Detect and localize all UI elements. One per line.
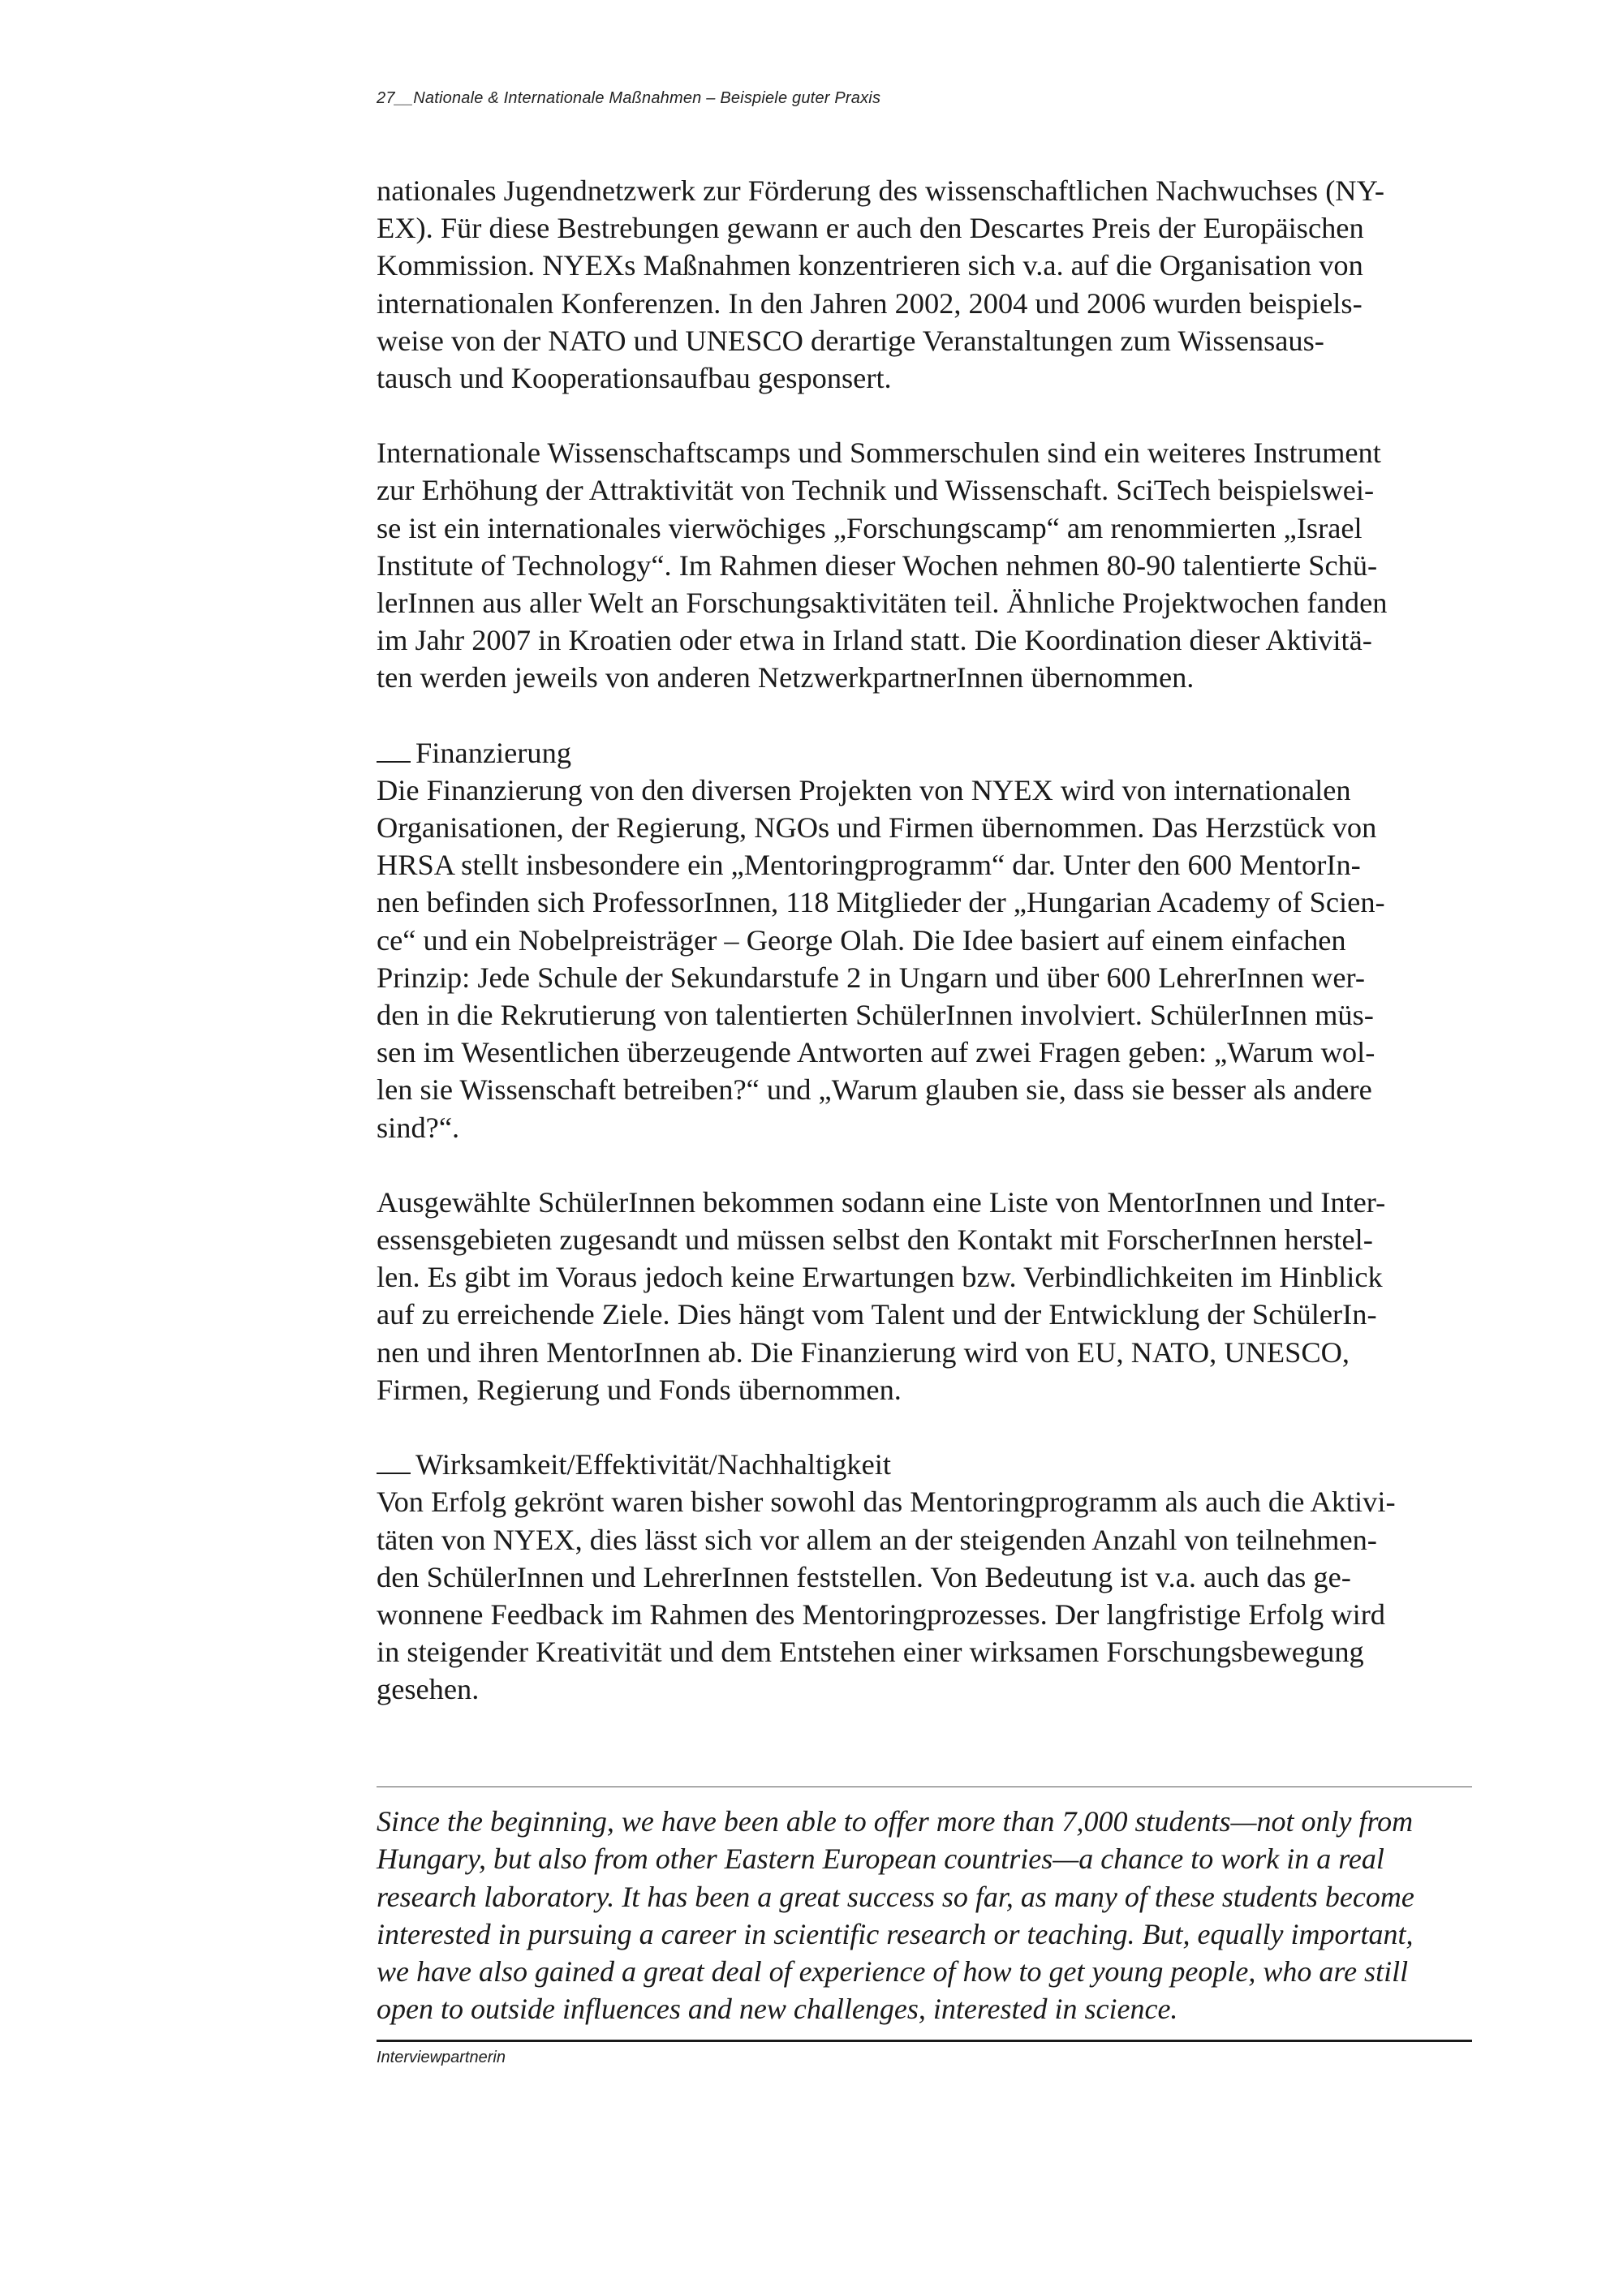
text-line: Prinzip: Jede Schule der Sekundarstufe 2 in Ungarn und über 600 LehrerInnen wer- xyxy=(377,961,1365,994)
text-line: internationalen Konferenzen. In den Jahren 2002, 2004 und 2006 wurden beispiels- xyxy=(377,286,1363,320)
section-heading-text: Finanzierung xyxy=(415,736,572,769)
quote-line: we have also gained a great deal of experience of how to get young people, who are still xyxy=(377,1955,1409,1989)
interview-quote xyxy=(377,1803,1472,2028)
text-line: sind?“. xyxy=(377,1111,460,1144)
paragraph-science-camps xyxy=(377,434,1472,696)
paragraph-nyex-network xyxy=(377,172,1472,397)
section-heading-financing xyxy=(377,734,1472,772)
text-line: den in die Rekrutierung von talentierten SchülerInnen involviert. SchülerInnen müs- xyxy=(377,999,1374,1032)
text-line: nen und ihren MentorInnen ab. Die Finanzierung wird von EU, NATO, UNESCO, xyxy=(377,1335,1350,1369)
text-line: gesehen. xyxy=(377,1673,480,1706)
quote-line: research laboratory. It has been a great success so far, as many of these students become xyxy=(377,1880,1414,1913)
quote-line: Since the beginning, we have been able to offer more than 7,000 students—not only from xyxy=(377,1805,1414,1838)
text-line: lerInnen aus aller Welt an Forschungsaktivitäten teil. Ähnliche Projektwochen fanden xyxy=(377,587,1388,620)
text-line: weise von der NATO und UNESCO derartige Veranstaltungen zum Wissensaus- xyxy=(377,324,1324,357)
text-line: nationales Jugendnetzwerk zur Förderung des wissenschaftlichen Nachwuchses (NY- xyxy=(377,174,1384,207)
main-text xyxy=(377,172,1472,1709)
quote-attribution: Interviewpartnerin xyxy=(377,2048,506,2066)
text-line: Ausgewählte SchülerInnen bekommen sodann eine Liste von MentorInnen und Inter- xyxy=(377,1185,1386,1219)
text-line: ten werden jeweils von anderen NetzwerkpartnerInnen übernommen. xyxy=(377,661,1195,694)
quote-line: open to outside influences and new challenges, interested in science. xyxy=(377,1993,1178,2026)
text-line: nen befinden sich ProfessorInnen, 118 Mitglieder der „Hungarian Academy of Scien- xyxy=(377,886,1385,919)
text-line: essensgebieten zugesandt und müssen selbst den Kontakt mit ForscherInnen herstel- xyxy=(377,1223,1373,1257)
text-line: EX). Für diese Bestrebungen gewann er auch den Descartes Preis der Europäischen xyxy=(377,212,1364,245)
quote-bottom-rule xyxy=(377,2040,1472,2042)
text-line: Institute of Technology“. Im Rahmen dieser Wochen nehmen 80-90 talentierte Schü- xyxy=(377,548,1378,582)
text-line: wonnene Feedback im Rahmen des Mentoringprozesses. Der langfristige Erfolg wird xyxy=(377,1597,1386,1631)
running-header: 27__Nationale & Internationale Maßnahmen – Beispiele guter Praxis xyxy=(377,89,881,107)
paragraph-financing xyxy=(377,772,1472,1146)
text-line: sen im Wesentlichen überzeugende Antworten auf zwei Fragen geben: „Warum wol- xyxy=(377,1036,1375,1069)
text-line: len sie Wissenschaft betreiben?“ und „Warum glauben sie, dass sie besser als andere xyxy=(377,1073,1372,1107)
text-line: im Jahr 2007 in Kroatien oder etwa in Irland statt. Die Koordination dieser Aktivitä- xyxy=(377,624,1372,657)
heading-rule-mark xyxy=(377,761,411,763)
text-line: Internationale Wissenschaftscamps und Sommerschulen sind ein weiteres Instrument xyxy=(377,436,1381,470)
text-line: tausch und Kooperationsaufbau gesponsert. xyxy=(377,362,892,395)
section-heading-text: Wirksamkeit/Effektivität/Nachhaltigkeit xyxy=(415,1448,891,1481)
text-line: len. Es gibt im Voraus jedoch keine Erwartungen bzw. Verbindlichkeiten im Hinblick xyxy=(377,1261,1383,1294)
heading-rule-mark xyxy=(377,1473,411,1474)
text-line: HRSA stellt insbesondere ein „Mentoringprogramm“ dar. Unter den 600 MentorIn- xyxy=(377,849,1361,882)
quote-line: Hungary, but also from other Eastern European countries—a chance to work in a real xyxy=(377,1842,1384,1876)
text-line: den SchülerInnen und LehrerInnen feststellen. Von Bedeutung ist v.a. auch das ge- xyxy=(377,1560,1351,1593)
text-line: Organisationen, der Regierung, NGOs und Firmen übernommen. Das Herzstück von xyxy=(377,811,1377,845)
text-line: ce“ und ein Nobelpreisträger – George Olah. Die Idee basiert auf einem einfachen xyxy=(377,923,1346,957)
quote-line: interested in pursuing a career in scientific research or teaching. But, equally important, xyxy=(377,1917,1414,1950)
interview-quote-box xyxy=(377,1786,1472,2067)
section-heading-effectiveness xyxy=(377,1446,1472,1483)
text-line: täten von NYEX, dies lässt sich vor allem an der steigenden Anzahl von teilnehmen- xyxy=(377,1523,1377,1556)
text-line: auf zu erreichende Ziele. Dies hängt vom Talent und der Entwicklung der SchülerIn- xyxy=(377,1298,1377,1331)
text-line: Die Finanzierung von den diversen Projekten von NYEX wird von internationalen xyxy=(377,773,1351,806)
text-line: zur Erhöhung der Attraktivität von Technik und Wissenschaft. SciTech beispielswei- xyxy=(377,474,1375,507)
paragraph-effectiveness xyxy=(377,1483,1472,1708)
text-line: Von Erfolg gekrönt waren bisher sowohl das Mentoringprogramm als auch die Aktivi- xyxy=(377,1486,1396,1519)
paragraph-selected-students xyxy=(377,1184,1472,1408)
text-line: in steigender Kreativität und dem Entstehen einer wirksamen Forschungsbewegung xyxy=(377,1636,1364,1669)
text-line: Firmen, Regierung und Fonds übernommen. xyxy=(377,1373,902,1406)
text-line: se ist ein internationales vierwöchiges „Forschungscamp“ am renommierten „Israel xyxy=(377,511,1363,544)
text-line: Kommission. NYEXs Maßnahmen konzentrieren sich v.a. auf die Organisation von xyxy=(377,249,1363,282)
